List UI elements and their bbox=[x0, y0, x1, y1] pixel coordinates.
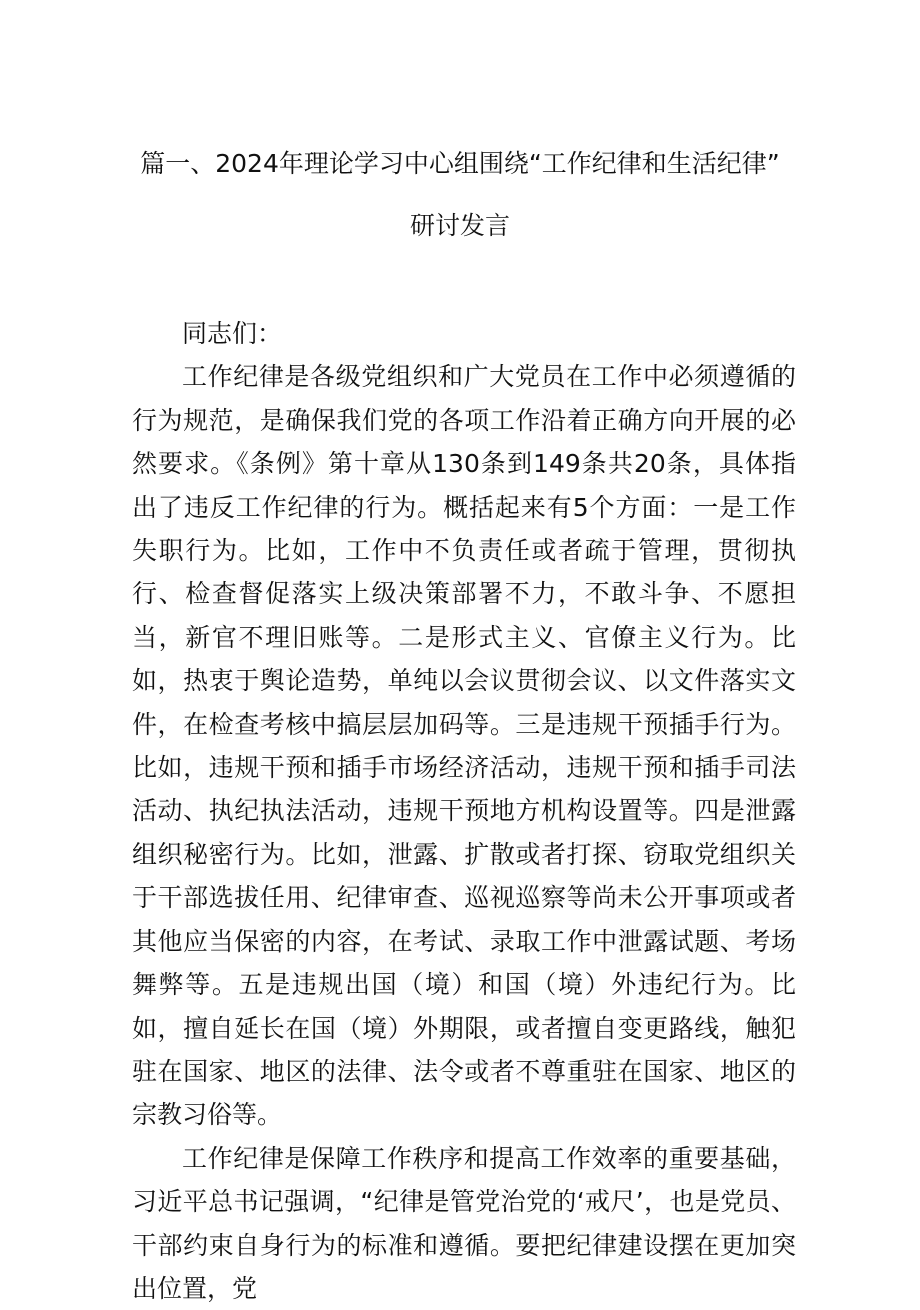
document-title-line-2: 研讨发言 bbox=[409, 211, 510, 240]
paragraph-2: 工作纪律是保障工作秩序和提高工作效率的重要基础，习近平总书记强调，“纪律是管党治党的‘戒尺’，也是党员、干部约束自身行为的标准和遵循。要把纪律建设摆在更加突出位置，党 bbox=[132, 1143, 796, 1303]
document-title-line-1: 篇一、2024年理论学习中心组围绕“工作纪律和生活纪律” bbox=[140, 149, 780, 178]
greeting: 同志们： bbox=[182, 319, 283, 348]
document-body bbox=[132, 312, 796, 1310]
paragraph-1: 工作纪律是各级党组织和广大党员在工作中必须遵循的行为规范，是确保我们党的各项工作沿着正确方向开展的必然要求。《条例》第十章从130条到149条共20条，具体指出了违反工作纪律的行为。概括起来有5个方面：一是工作失职行为。比如，工作中不负责任或者疏于管理，贯彻执行、检查督促落实上级决策部署不力，不敢斗争、不愿担当，新官不理旧账等。二是形式主义、官僚主义行为。比如，热衷于舆论造势，单纯以会议贯彻会议、以文件落实文件，在检查考核中搞层层加码等。三是违规干预插手行为。比如，违规干预和插手市场经济活动，违规干预和插手司法活动、执纪执法活动，违规干预地方机构设置等。四是泄露组织秘密行为。比如，泄露、扩散或者打探、窃取党组织关于干部选拔任用、纪律审查、巡视巡察等尚未公开事项或者其他应当保密的内容，在考试、录取工作中泄露试题、考场舞弊等。五是违规出国（境）和国（境）外违纪行为。比如，擅自延长在国（境）外期限，或者擅自变更路线，触犯驻在国家、地区的法律、法令或者不尊重驻在国家、地区的宗教习俗等。 bbox=[132, 362, 796, 1130]
